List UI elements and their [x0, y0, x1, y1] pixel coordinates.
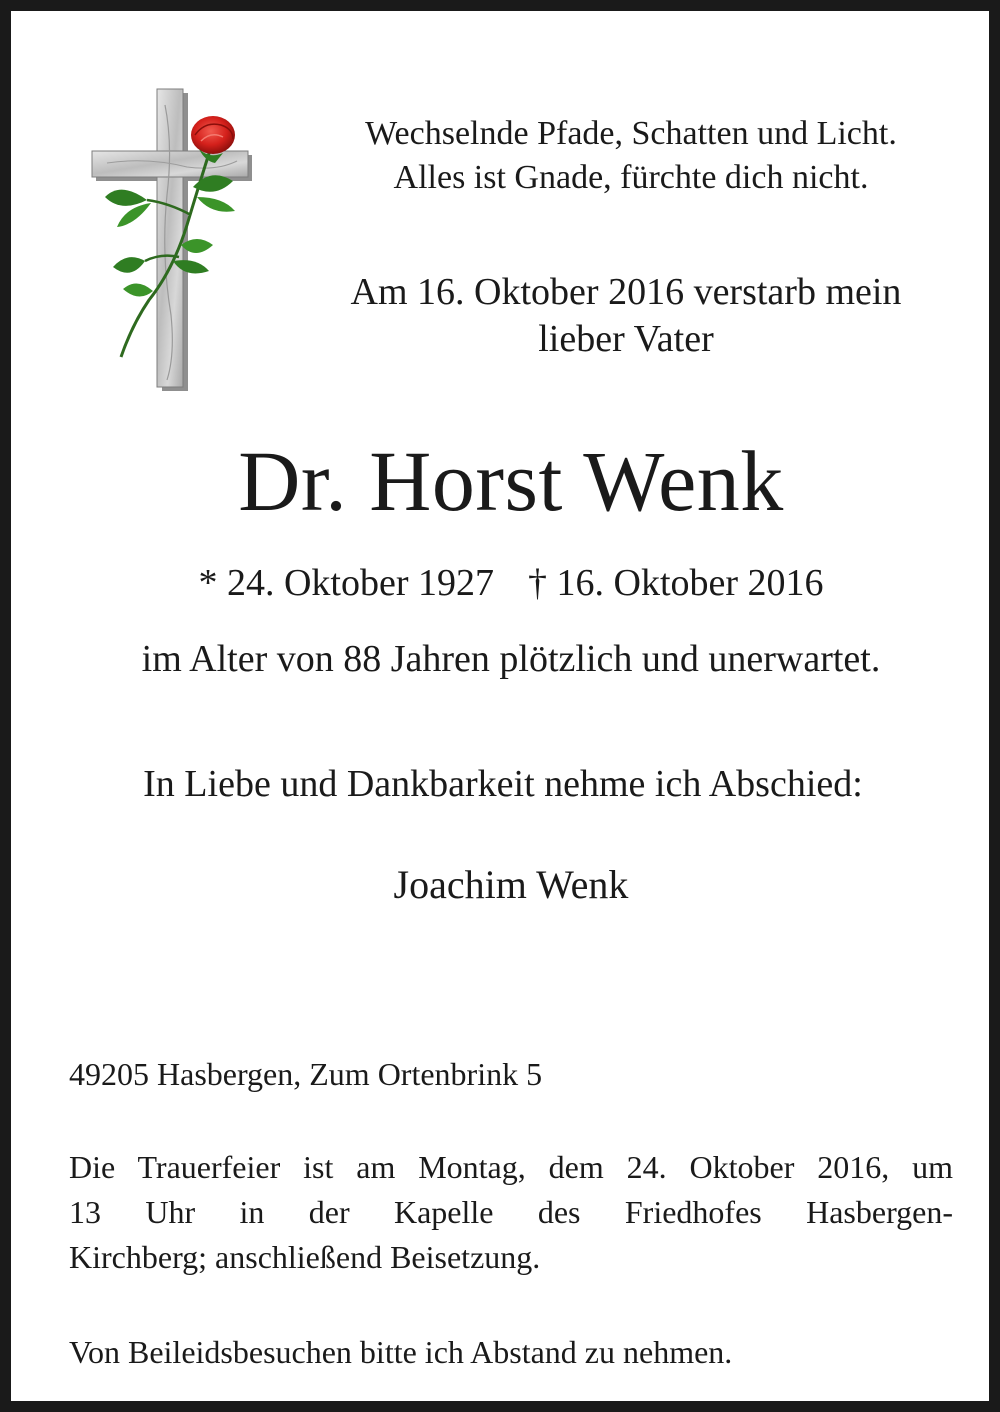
death-date: † 16. Oktober 2016 — [528, 562, 824, 604]
verse-line-2: Alles ist Gnade, fürchte dich nicht. — [393, 159, 869, 196]
life-dates — [11, 558, 1000, 608]
funeral-service-info — [69, 1145, 953, 1280]
service-line-2: 13 Uhr in der Kapelle des Friedhofes Hasbergen- — [69, 1194, 953, 1230]
service-line-3: Kirchberg; anschließend Beisetzung. — [69, 1239, 541, 1275]
farewell-text: In Liebe und Dankbarkeit nehme ich Abschied: — [143, 763, 863, 805]
intro-line-2: lieber Vater — [538, 318, 714, 360]
service-line-1: Die Trauerfeier ist am Montag, dem 24. Oktober 2016, um — [69, 1149, 953, 1185]
address: 49205 Hasbergen, Zum Ortenbrink 5 — [69, 1056, 543, 1092]
condolence-note: Von Beileidsbesuchen bitte ich Abstand zu nehmen. — [69, 1334, 733, 1370]
deceased-name: Dr. Horst Wenk — [238, 433, 784, 529]
verse-line-1: Wechselnde Pfade, Schatten und Licht. — [365, 115, 897, 152]
intro-line-1: Am 16. Oktober 2016 verstarb mein — [350, 271, 902, 313]
signer-name: Joachim Wenk — [393, 862, 629, 907]
age-text: im Alter von 88 Jahren plötzlich und unerwartet. — [141, 638, 881, 680]
cross-rose-icon — [87, 85, 257, 391]
birth-date: * 24. Oktober 1927 — [198, 562, 494, 604]
